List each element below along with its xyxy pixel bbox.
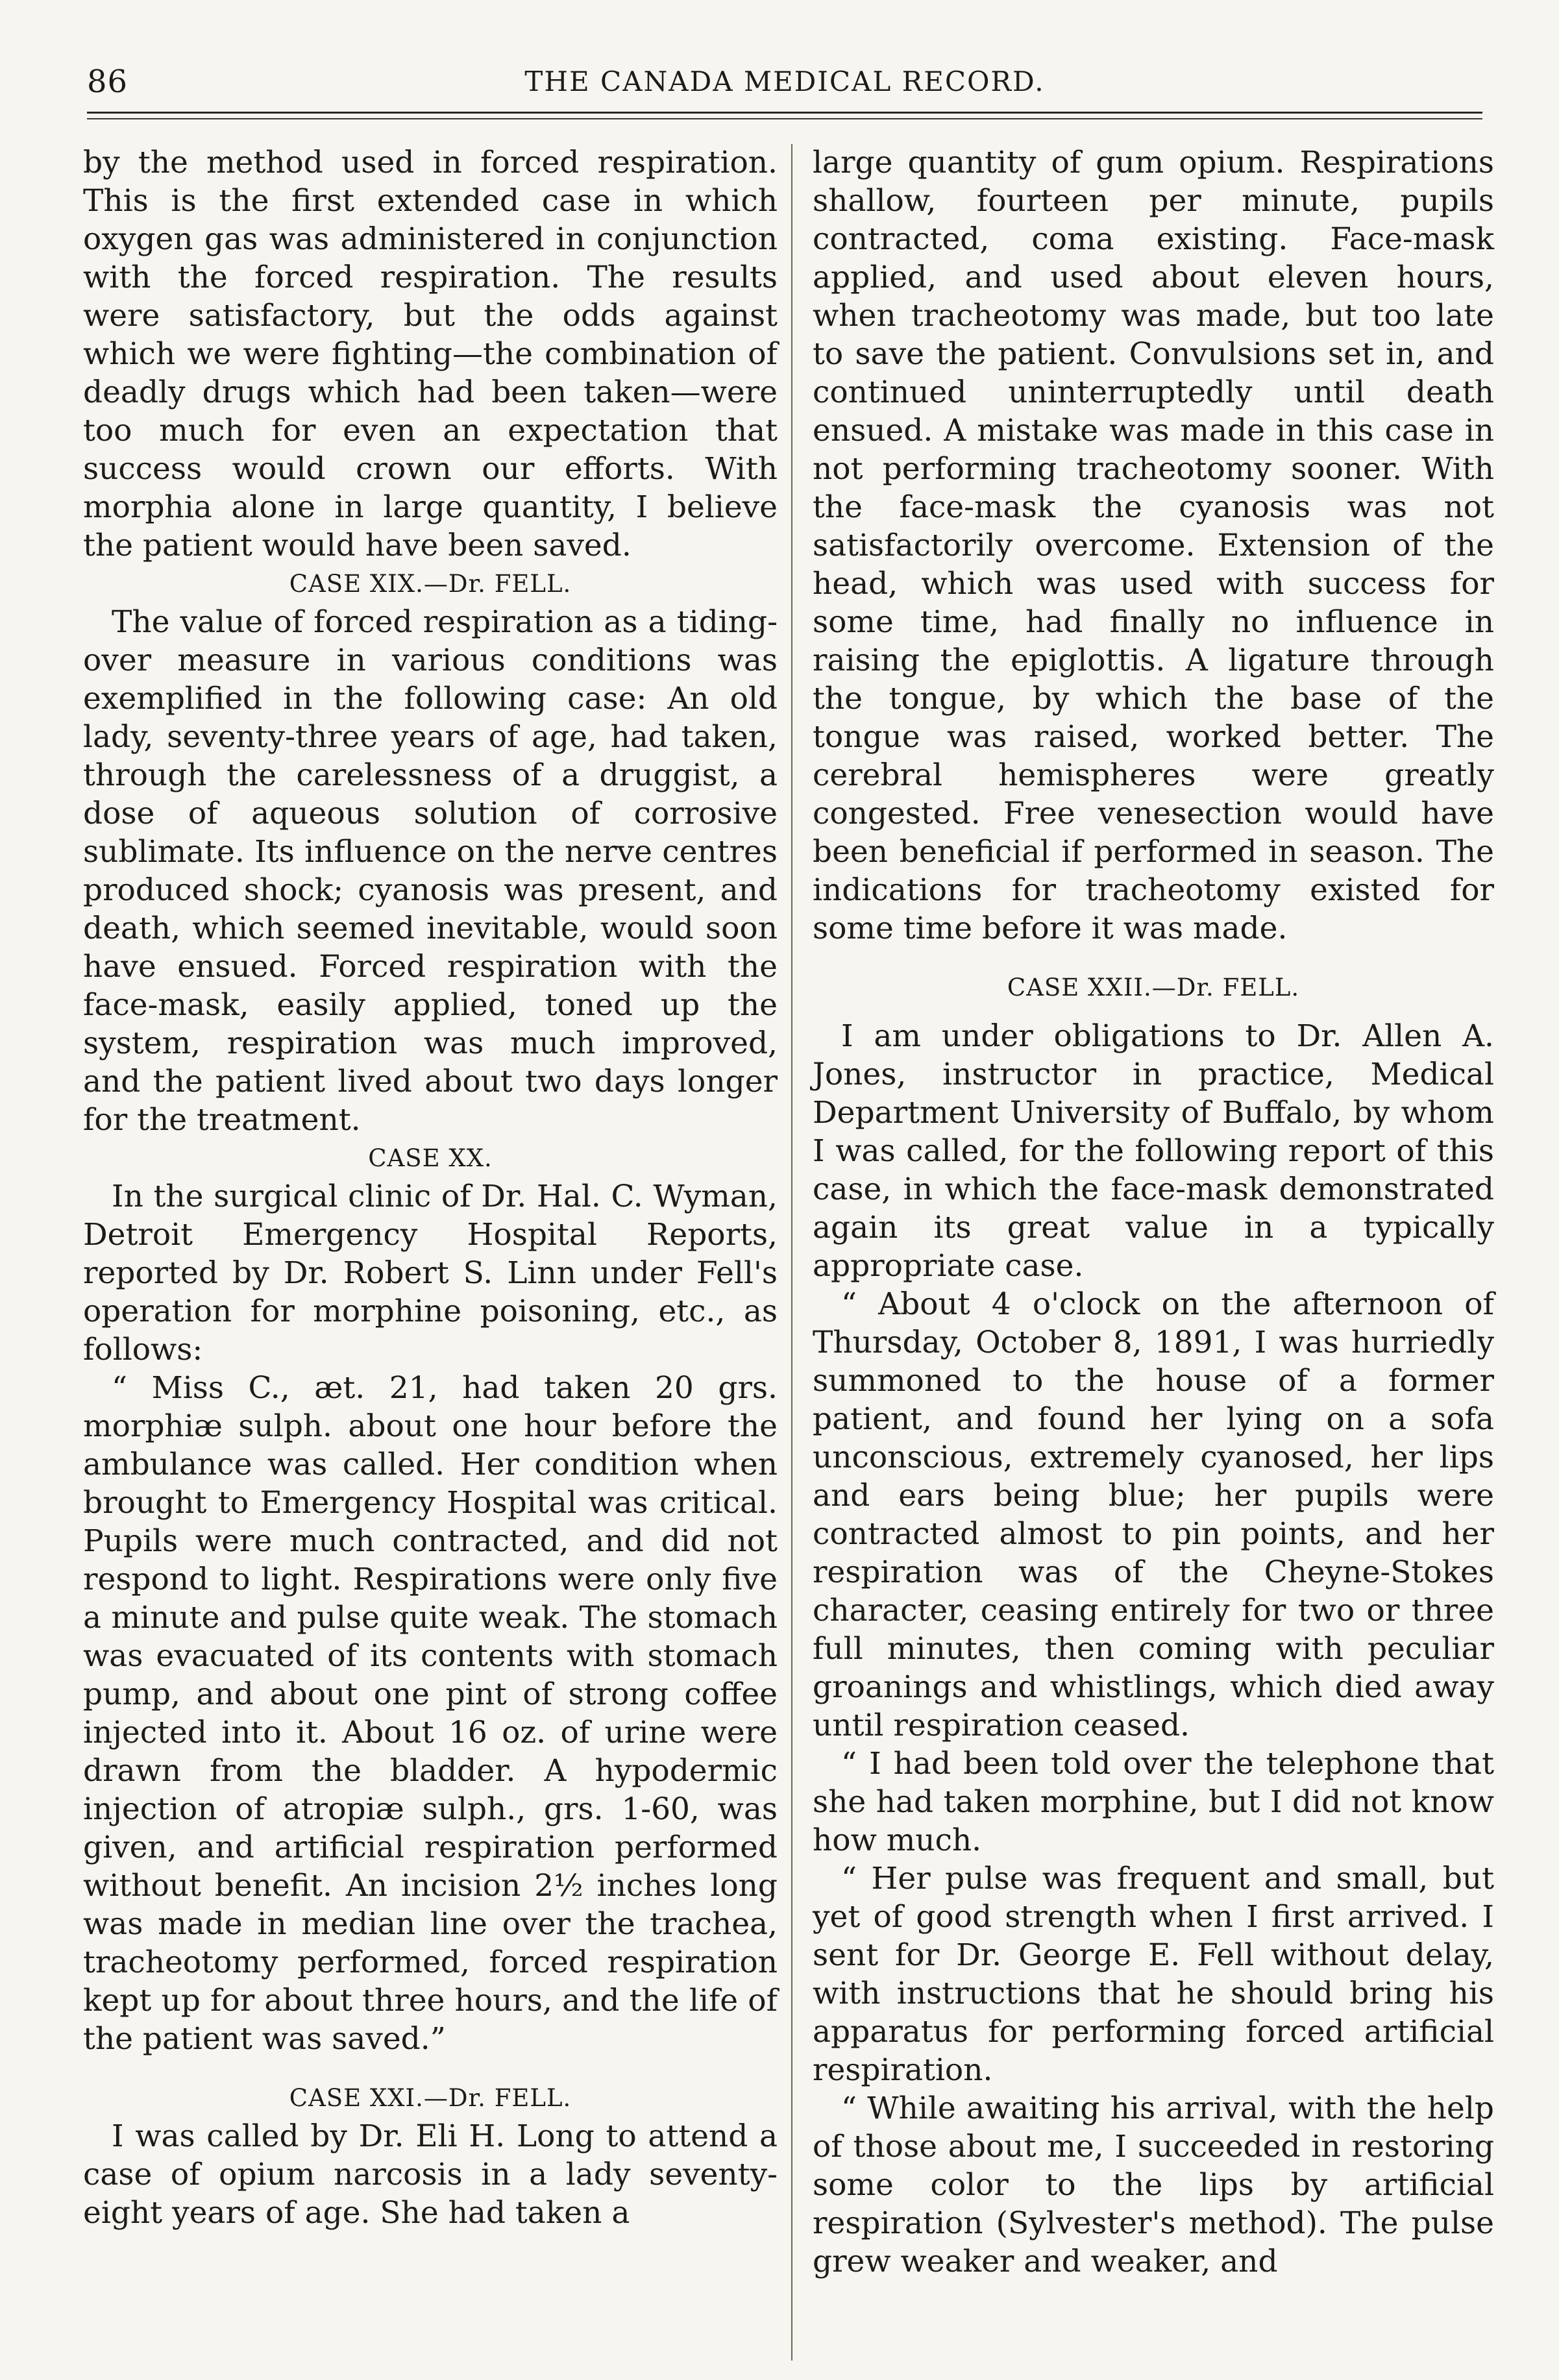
paragraph: In the surgical clinic of Dr. Hal. C. Wyman, Detroit Emergency Hospital Reports, reported by Dr. Robert S. Linn under Fell's operation for morphine poisoning, etc., as follows: [83,1179,778,1368]
page-number: 86 [87,64,129,100]
page-header [87,62,1482,108]
paragraph: I was called by Dr. Eli H. Long to attend a case of opium narcosis in a lady seventy-eight years of age. She had taken a [83,2118,778,2231]
quoted-report: “ I had been told over the telephone that she had taken morphine, but I did not know how much. [813,1746,1494,1858]
quoted-report: “ While awaiting his arrival, with the help of those about me, I succeeded in restoring some color to the lips by artificial respiration (Sylvester's method). The pulse grew weaker and weaker, and [813,2091,1494,2279]
case-heading: CASE XIX.—Dr. FELL. [289,570,572,598]
column-divider [791,144,792,2361]
case-heading: CASE XXII.—Dr. FELL. [1007,974,1300,1001]
paragraph: I am under obligations to Dr. Allen A. Jones, instructor in practice, Medical Department University of Buffalo, by whom I was called, for the following report of this case, in which the face-mask demonstrated again its great value in a typically appropriate case. [813,1018,1494,1284]
case-heading: CASE XX. [368,1144,493,1172]
paragraph: by the method used in forced respiration. This is the first extended case in which oxygen gas was administered in conjunction with the forced respiration. The results were satisfactory, but the odds against which we were fighting—the combination of deadly drugs which had been taken—were too much for even an expectation that success would crown our efforts. With morphia alone in large quantity, I believe the patient would have been saved. [83,145,778,563]
left-column [83,143,778,2232]
quoted-report: “ Her pulse was frequent and small, but yet of good strength when I first arrived. I sent for Dr. George E. Fell without delay, with instructions that he should bring his apparatus for performing forced artificial respiration. [813,1861,1494,2088]
paragraph: The value of forced respiration as a tiding-over measure in various conditions was exemplified in the following case: An old lady, seventy-three years of age, had taken, through the carelessness of a druggist, a dose of aqueous solution of corrosive sublimate. Its influence on the nerve centres produced shock; cyanosis was present, and death, which seemed inevitable, would soon have ensued. Forced respiration with the face-mask, easily applied, toned up the system, respiration was much improved, and the patient lived about two days longer for the treatment. [83,604,778,1138]
quoted-report: “ Miss C., æt. 21, had taken 20 grs. morphiæ sulph. about one hour before the ambulance was called. Her condition when brought to Emergency Hospital was critical. Pupils were much contracted, and did not respond to light. Respirations were only five a minute and pulse quite weak. The stomach was evacuated of its contents with stomach pump, and about one pint of strong coffee injected into it. About 16 oz. of urine were drawn from the bladder. A hypodermic injection of atropiæ sulph., grs. 1-60, was given, and artificial respiration performed without benefit. An incision 2½ inches long was made in median line over the trachea, tracheotomy performed, forced respiration kept up for about three hours, and the life of the patient was saved.” [83,1370,778,2057]
paragraph: large quantity of gum opium. Respirations shallow, fourteen per minute, pupils contracted, coma existing. Face-mask applied, and used about eleven hours, when tracheotomy was made, but too late to save the patient. Convulsions set in, and continued uninterruptedly until death ensued. A mistake was made in this case in not performing tracheotomy sooner. With the face-mask the cyanosis was not satisfactorily overcome. Extension of the head, which was used with success for some time, had finally no influence in raising the epiglottis. A ligature through the tongue, by which the base of the tongue was raised, worked better. The cerebral hemispheres were greatly congested. Free venesection would have been beneficial if performed in season. The indications for tracheotomy existed for some time before it was made. [813,145,1494,946]
right-column [813,143,1494,2281]
header-rule-bottom [87,118,1482,119]
header-rule-top [87,112,1482,114]
case-heading: CASE XXI.—Dr. FELL. [289,2084,572,2112]
running-head: THE CANADA MEDICAL RECORD. [524,66,1045,97]
quoted-report: “ About 4 o'clock on the afternoon of Thursday, October 8, 1891, I was hurriedly summoned to the house of a former patient, and found her lying on a sofa unconscious, extremely cyanosed, her lips and ears being blue; her pupils were contracted almost to pin points, and her respiration was of the Cheyne-Stokes character, ceasing entirely for two or three full minutes, then coming with peculiar groanings and whistlings, which died away until respiration ceased. [813,1286,1494,1743]
